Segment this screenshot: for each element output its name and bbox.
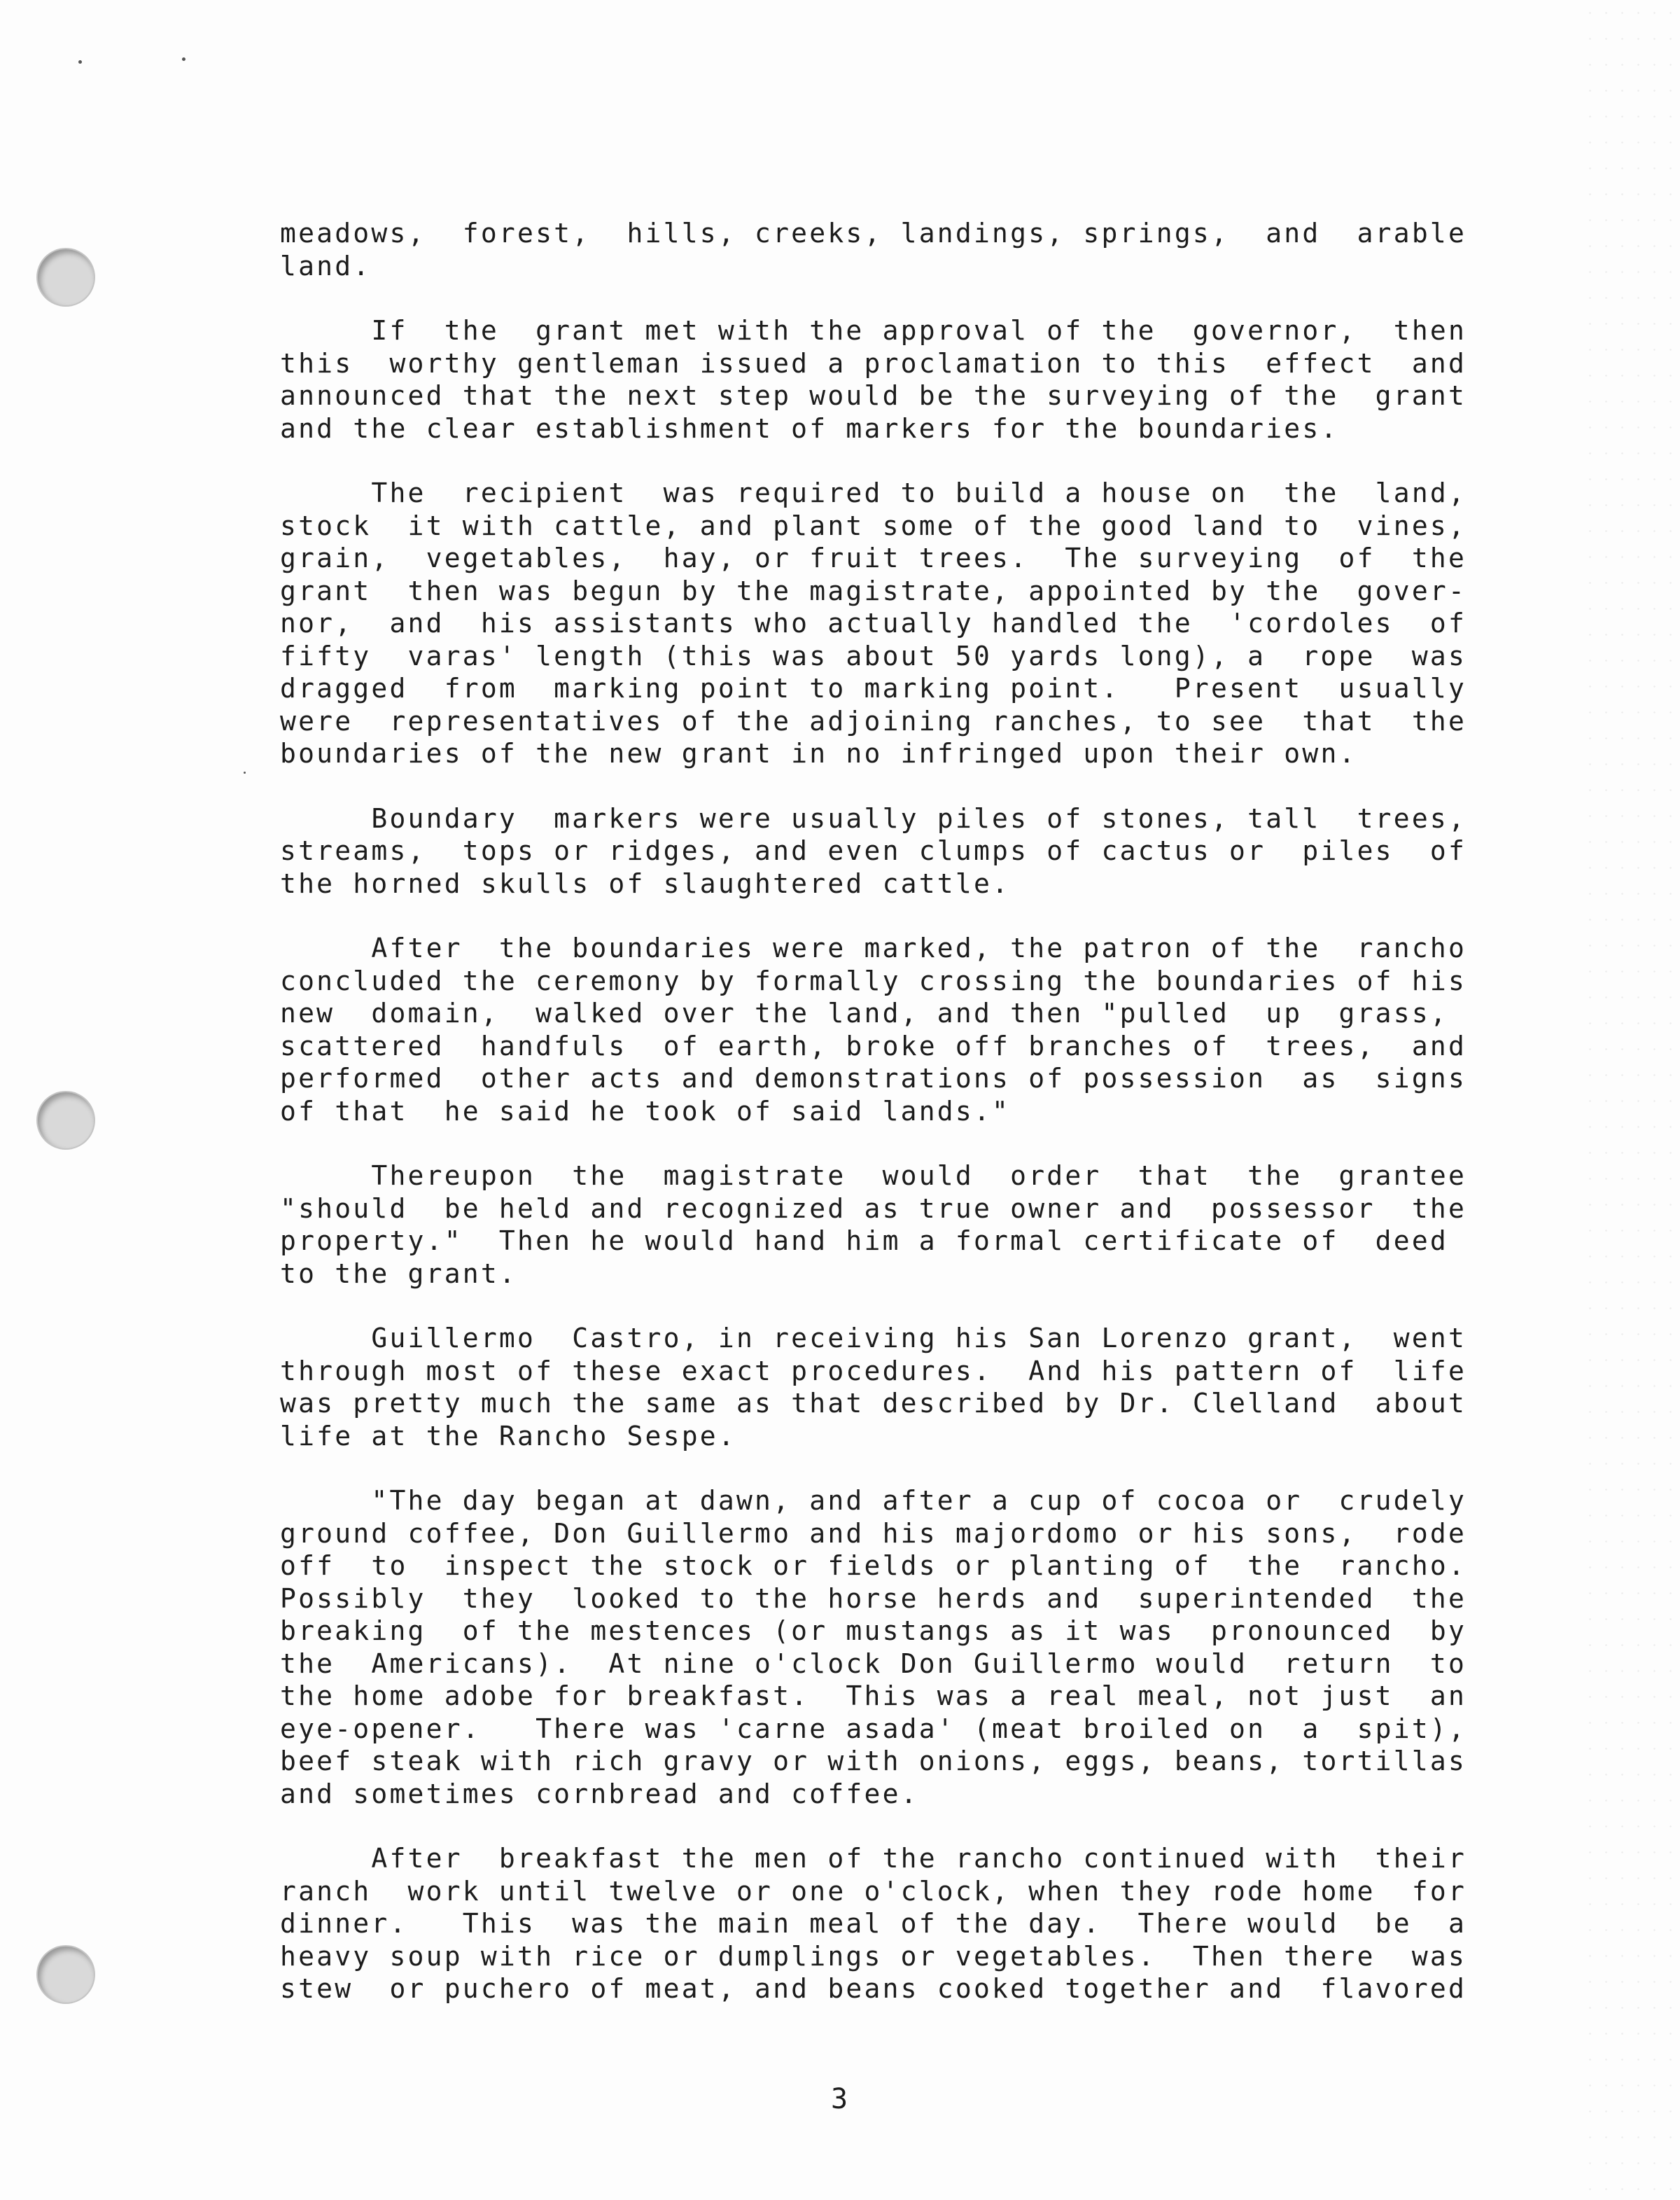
paragraph	[280, 217, 1596, 282]
text-line: fifty varas' length (this was about 50 yards long), a rope was	[280, 640, 1467, 671]
text-line: grant then was begun by the magistrate, appointed by the gover-	[280, 575, 1467, 606]
text-line: nor, and his assistants who actually handled the 'cordoles of	[280, 608, 1467, 639]
paragraph	[280, 1842, 1596, 2005]
text-line: the horned skulls of slaughtered cattle.	[280, 868, 1011, 899]
text-line: boundaries of the new grant in no infringed upon their own.	[280, 738, 1357, 769]
paragraph	[280, 1484, 1596, 1810]
scan-speck	[182, 57, 186, 61]
paragraph	[280, 932, 1596, 1127]
text-line: new domain, walked over the land, and then "pulled up grass,	[280, 998, 1448, 1029]
text-line: grain, vegetables, hay, or fruit trees. The surveying of the	[280, 543, 1467, 573]
binder-hole-middle	[38, 1092, 94, 1148]
text-line: performed other acts and demonstrations of possession as signs	[280, 1063, 1467, 1094]
text-line: The recipient was required to build a house on the land,	[280, 478, 1467, 508]
paragraph	[280, 1322, 1596, 1452]
text-line: After the boundaries were marked, the patron of the rancho	[280, 933, 1467, 963]
paragraph	[280, 1160, 1596, 1290]
scan-edge-noise	[1582, 0, 1680, 2200]
text-line: After breakfast the men of the rancho continued with their	[280, 1843, 1467, 1874]
text-line: Thereupon the magistrate would order that the grantee	[280, 1160, 1467, 1191]
text-line: of that he said he took of said lands."	[280, 1095, 1011, 1127]
text-line: the home adobe for breakfast. This was a real meal, not just an	[280, 1680, 1467, 1711]
text-line: ground coffee, Don Guillermo and his majordomo or his sons, rode	[280, 1517, 1467, 1549]
text-line: concluded the ceremony by formally crossing the boundaries of his	[280, 965, 1467, 996]
document-body	[280, 217, 1596, 2038]
paragraph	[280, 477, 1596, 770]
text-line: streams, tops or ridges, and even clumps of cactus or piles of	[280, 835, 1467, 866]
text-line: off to inspect the stock or fields or planting of the rancho.	[280, 1550, 1467, 1581]
text-line: meadows, forest, hills, creeks, landings, springs, and arable	[280, 218, 1467, 249]
text-line: and sometimes cornbread and coffee.	[280, 1778, 919, 1809]
text-line: property." Then he would hand him a formal certificate of deed	[280, 1225, 1448, 1256]
text-line: life at the Rancho Sespe.	[280, 1420, 736, 1451]
text-line: scattered handfuls of earth, broke off branches of trees, and	[280, 1030, 1467, 1061]
text-line: through most of these exact procedures. And his pattern of life	[280, 1355, 1467, 1386]
text-line: were representatives of the adjoining ranches, to see that the	[280, 705, 1467, 737]
text-line: the Americans). At nine o'clock Don Guillermo would return to	[280, 1648, 1467, 1679]
text-line: "should be held and recognized as true owner and possessor the	[280, 1192, 1467, 1224]
text-line: and the clear establishment of markers for the boundaries.	[280, 412, 1339, 444]
text-line: heavy soup with rice or dumplings or vegetables. Then there was	[280, 1940, 1467, 1972]
text-line: stew or puchero of meat, and beans cooked together and flavored	[280, 1973, 1467, 2004]
text-line: Guillermo Castro, in receiving his San Lorenzo grant, went	[280, 1323, 1467, 1353]
paragraph	[280, 314, 1596, 445]
text-line: land.	[280, 250, 372, 281]
page-number: 3	[830, 2083, 850, 2115]
text-line: this worthy gentleman issued a proclamation to this effect and	[280, 347, 1467, 379]
text-line: Boundary markers were usually piles of stones, tall trees,	[280, 802, 1467, 834]
scan-speck	[78, 60, 82, 64]
scan-speck	[244, 772, 246, 774]
text-line: breaking of the mestences (or mustangs as it was pronounced by	[280, 1615, 1467, 1646]
text-line: beef steak with rich gravy or with onions, eggs, beans, tortillas	[280, 1746, 1467, 1776]
text-line: eye-opener. There was 'carne asada' (meat broiled on a spit),	[280, 1713, 1467, 1744]
text-line: If the grant met with the approval of the governor, then	[280, 315, 1467, 346]
text-line: "The day began at dawn, and after a cup of cocoa or crudely	[280, 1485, 1467, 1516]
text-line: dinner. This was the main meal of the day. There would be a	[280, 1908, 1467, 1939]
text-line: ranch work until twelve or one o'clock, when they rode home for	[280, 1875, 1467, 1907]
paragraph	[280, 802, 1596, 900]
text-line: dragged from marking point to marking point. Present usually	[280, 673, 1467, 704]
binder-hole-bottom	[38, 1947, 94, 2003]
text-line: stock it with cattle, and plant some of the good land to vines,	[280, 510, 1467, 541]
text-line: was pretty much the same as that described by Dr. Clelland about	[280, 1388, 1467, 1419]
text-line: Possibly they looked to the horse herds and superintended the	[280, 1582, 1467, 1614]
text-line: to the grant.	[280, 1258, 518, 1289]
text-line: announced that the next step would be the surveying of the grant	[280, 380, 1467, 411]
binder-hole-top	[38, 249, 94, 305]
